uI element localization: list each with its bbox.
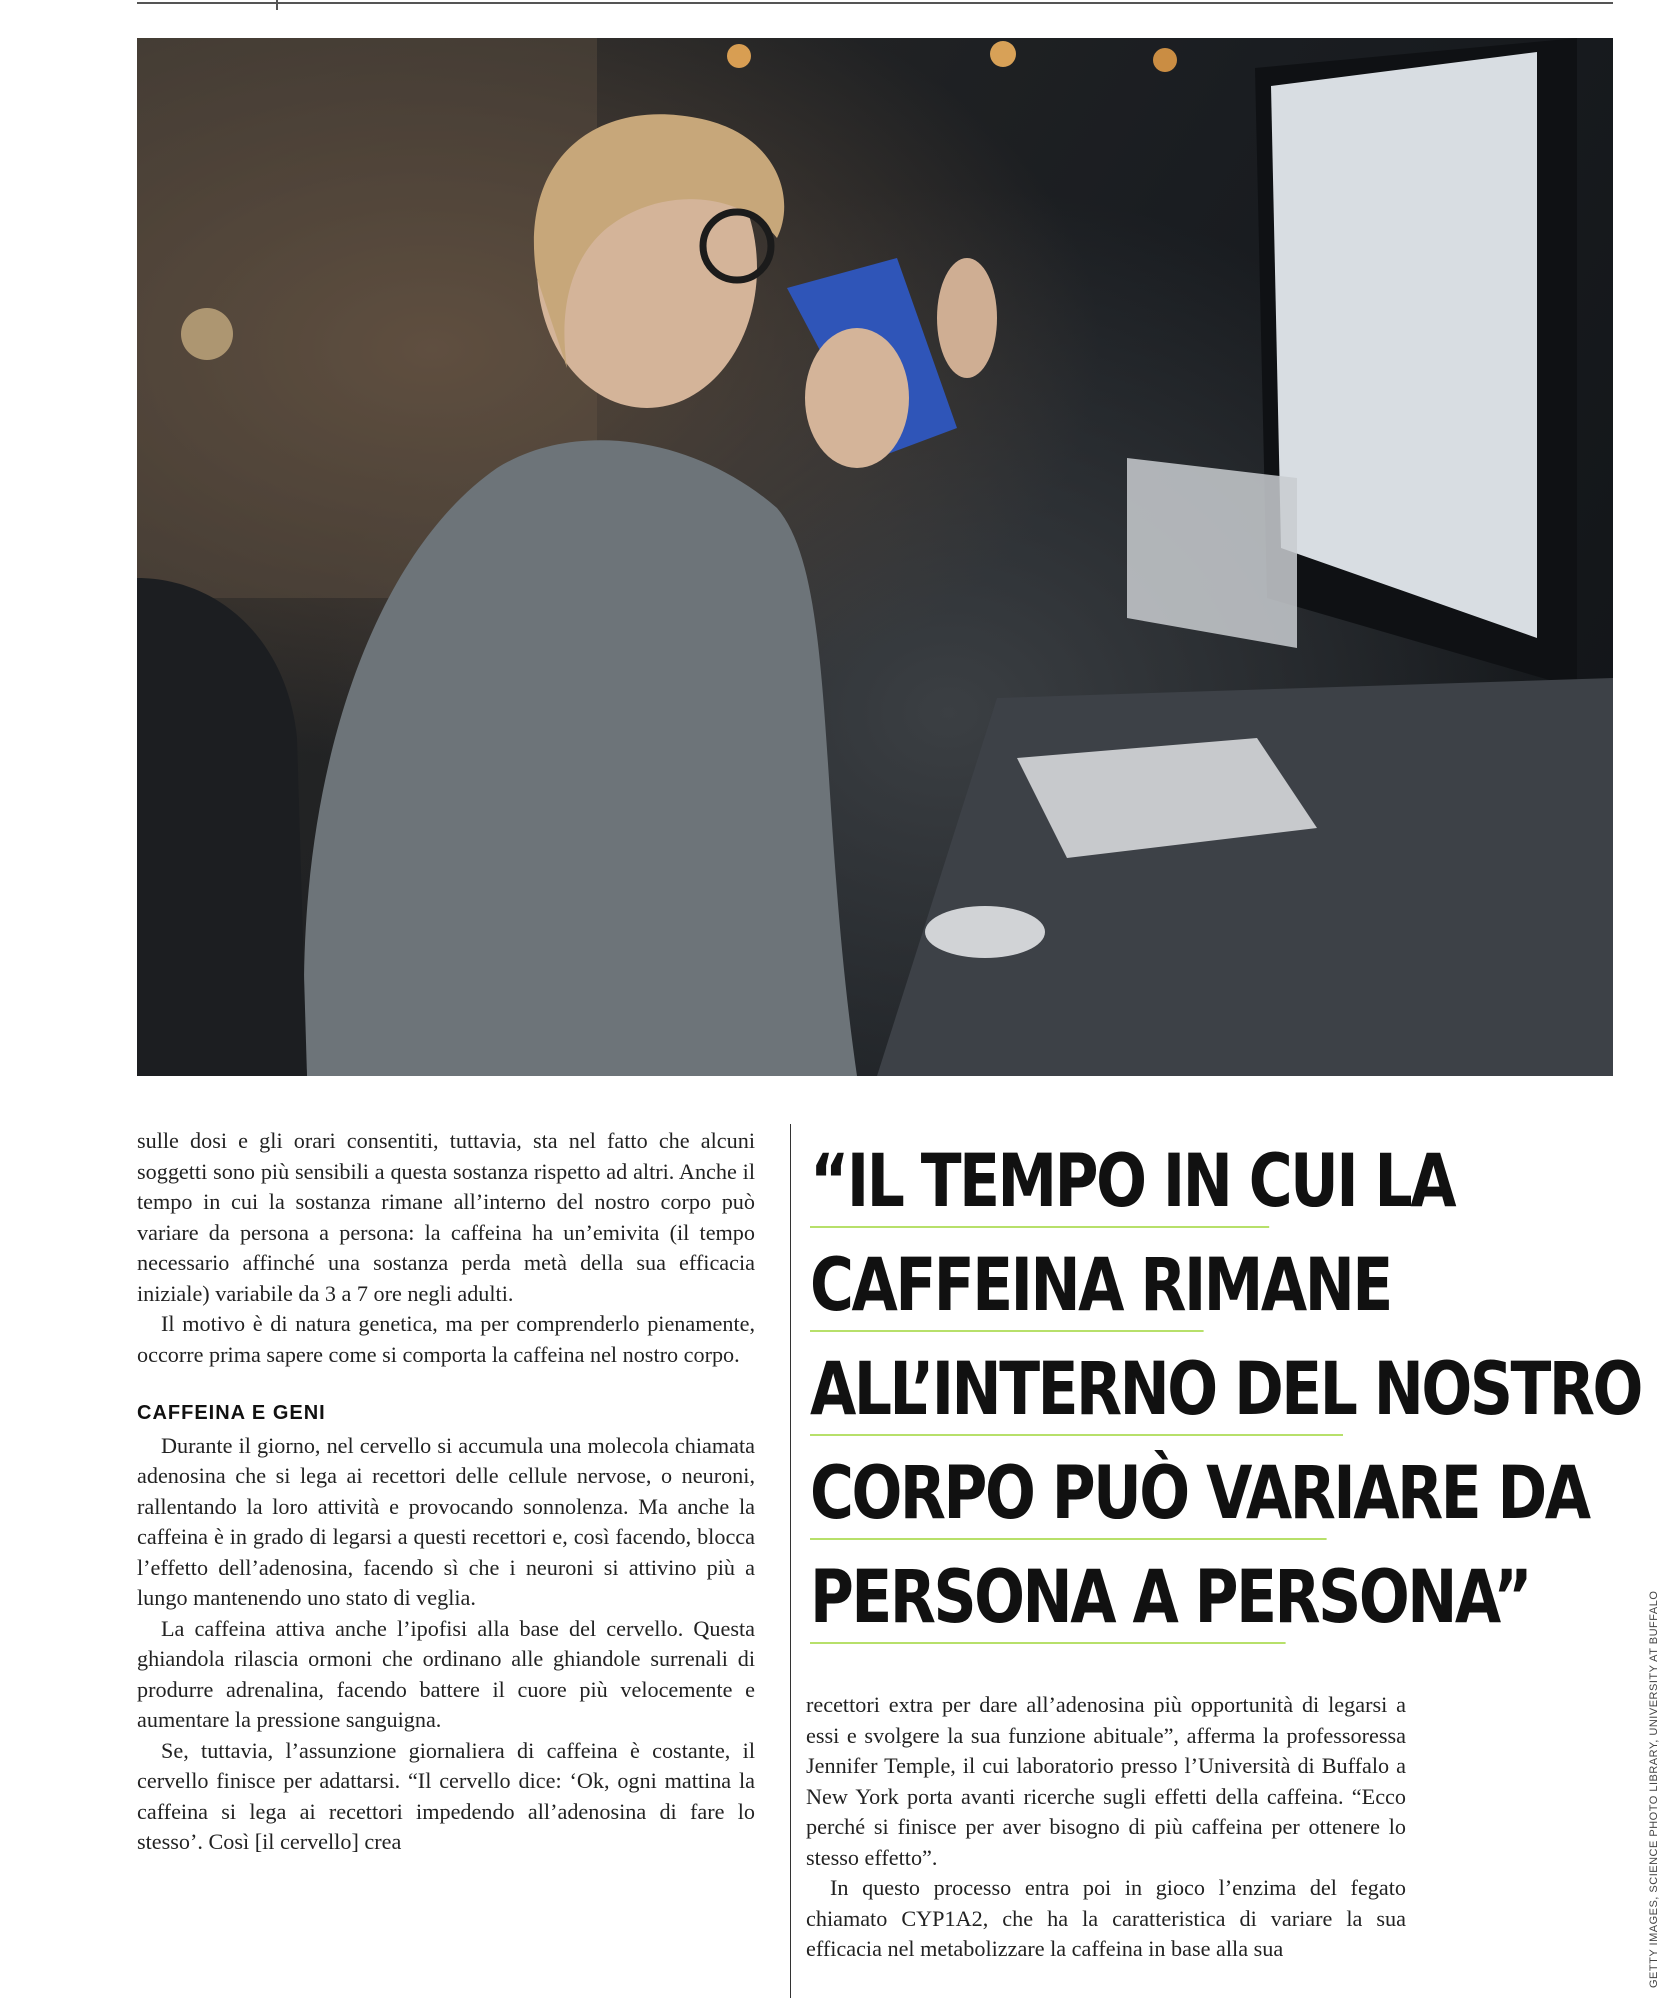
mouse bbox=[925, 906, 1045, 958]
chair bbox=[137, 578, 307, 1076]
pull-quote bbox=[810, 1130, 1641, 1650]
pull-quote-line: CORPO PUÒ VARIARE DA bbox=[810, 1442, 1384, 1546]
woman-other-hand bbox=[937, 258, 997, 378]
monitor-screen bbox=[1271, 52, 1537, 638]
woman-hand bbox=[805, 328, 909, 468]
desk bbox=[877, 678, 1613, 1076]
column-divider bbox=[790, 1124, 791, 1998]
pull-quote-line: “IL TEMPO IN CUI LA bbox=[810, 1130, 1384, 1234]
photo-credit: GETTY IMAGES, SCIENCE PHOTO LIBRARY, UNIVERSITY AT BUFFALO bbox=[1648, 1590, 1660, 1988]
section-heading: CAFFEINA E GENI bbox=[137, 1402, 326, 1424]
pull-quote-line: ALL’INTERNO DEL NOSTRO bbox=[810, 1338, 1384, 1442]
right-text-column bbox=[806, 1690, 1406, 1965]
tablet-screen bbox=[1127, 458, 1297, 648]
photo-illustration bbox=[137, 38, 1613, 1076]
paragraph: La caffeina attiva anche l’ipofisi alla base del cervello. Questa ghiandola rilascia ormoni che ordinano alle ghiandole surrenali di produrre adrenalina, facendo battere il cuore più velocemente e aumentare la pressione sanguigna. bbox=[137, 1615, 755, 1732]
paragraph: recettori extra per dare all’adenosina più opportunità di legarsi a essi e svolgere la sua funzione abituale”, afferma la professoressa Jennifer Temple, il cui laboratorio presso l’Università di Buffalo a New York porta avanti ricerche sugli effetti della caffeina. “Ecco perché si finisce per aver bisogno di più caffeina per ottenere lo stesso effetto”. bbox=[806, 1692, 1406, 1870]
feature-photo bbox=[137, 38, 1613, 1076]
pull-quote-line: CAFFEINA RIMANE bbox=[810, 1234, 1384, 1338]
top-rule-tick bbox=[276, 0, 278, 10]
bokeh-light bbox=[990, 41, 1016, 67]
paragraph: sulle dosi e gli orari consentiti, tuttavia, sta nel fatto che alcuni soggetti sono più sensibili a questa sostanza rispetto ad altri. Anche il tempo in cui la sostanza rimane all’interno del nostro corpo può variare da persona a persona: la caffeina ha un’emivita (il tempo necessario affinché una sostanza perda metà della sua efficacia iniziale) variabile da 3 a 7 ore negli adulti. bbox=[137, 1128, 755, 1306]
bokeh-light bbox=[1153, 48, 1177, 72]
paragraph: Durante il giorno, nel cervello si accumula una molecola chiamata adenosina che si lega ai recettori delle cellule nervose, o neuroni, rallentando la loro attività e provocando sonnolenza. Ma anche la caffeina è in grado di legarsi a questi recettori e, così facendo, blocca l’effetto dell’adenosina, facendo sì che i neuroni si attivino più a lungo mantenendo uno stato di veglia. bbox=[137, 1432, 755, 1610]
paragraph: Se, tuttavia, l’assunzione giornaliera di caffeina è costante, il cervello finisce per adattarsi. “Il cervello dice: ‘Ok, ogni mattina la caffeina si lega ai recettori impedendo all’adenosina di fare lo stesso’. Così [il cervello] crea bbox=[137, 1737, 755, 1854]
pull-quote-line: PERSONA A PERSONA” bbox=[810, 1546, 1384, 1650]
paragraph: Il motivo è di natura genetica, ma per comprenderlo pienamente, occorre prima sapere come si comporta la caffeina nel nostro corpo. bbox=[137, 1311, 755, 1367]
bokeh-light bbox=[727, 44, 751, 68]
top-rule bbox=[137, 2, 1613, 4]
paragraph: In questo processo entra poi in gioco l’enzima del fegato chiamato CYP1A2, che ha la caratteristica di variare la sua efficacia nel metabolizzare la caffeina in base alla sua bbox=[806, 1875, 1406, 1961]
left-text-column bbox=[137, 1126, 755, 1858]
